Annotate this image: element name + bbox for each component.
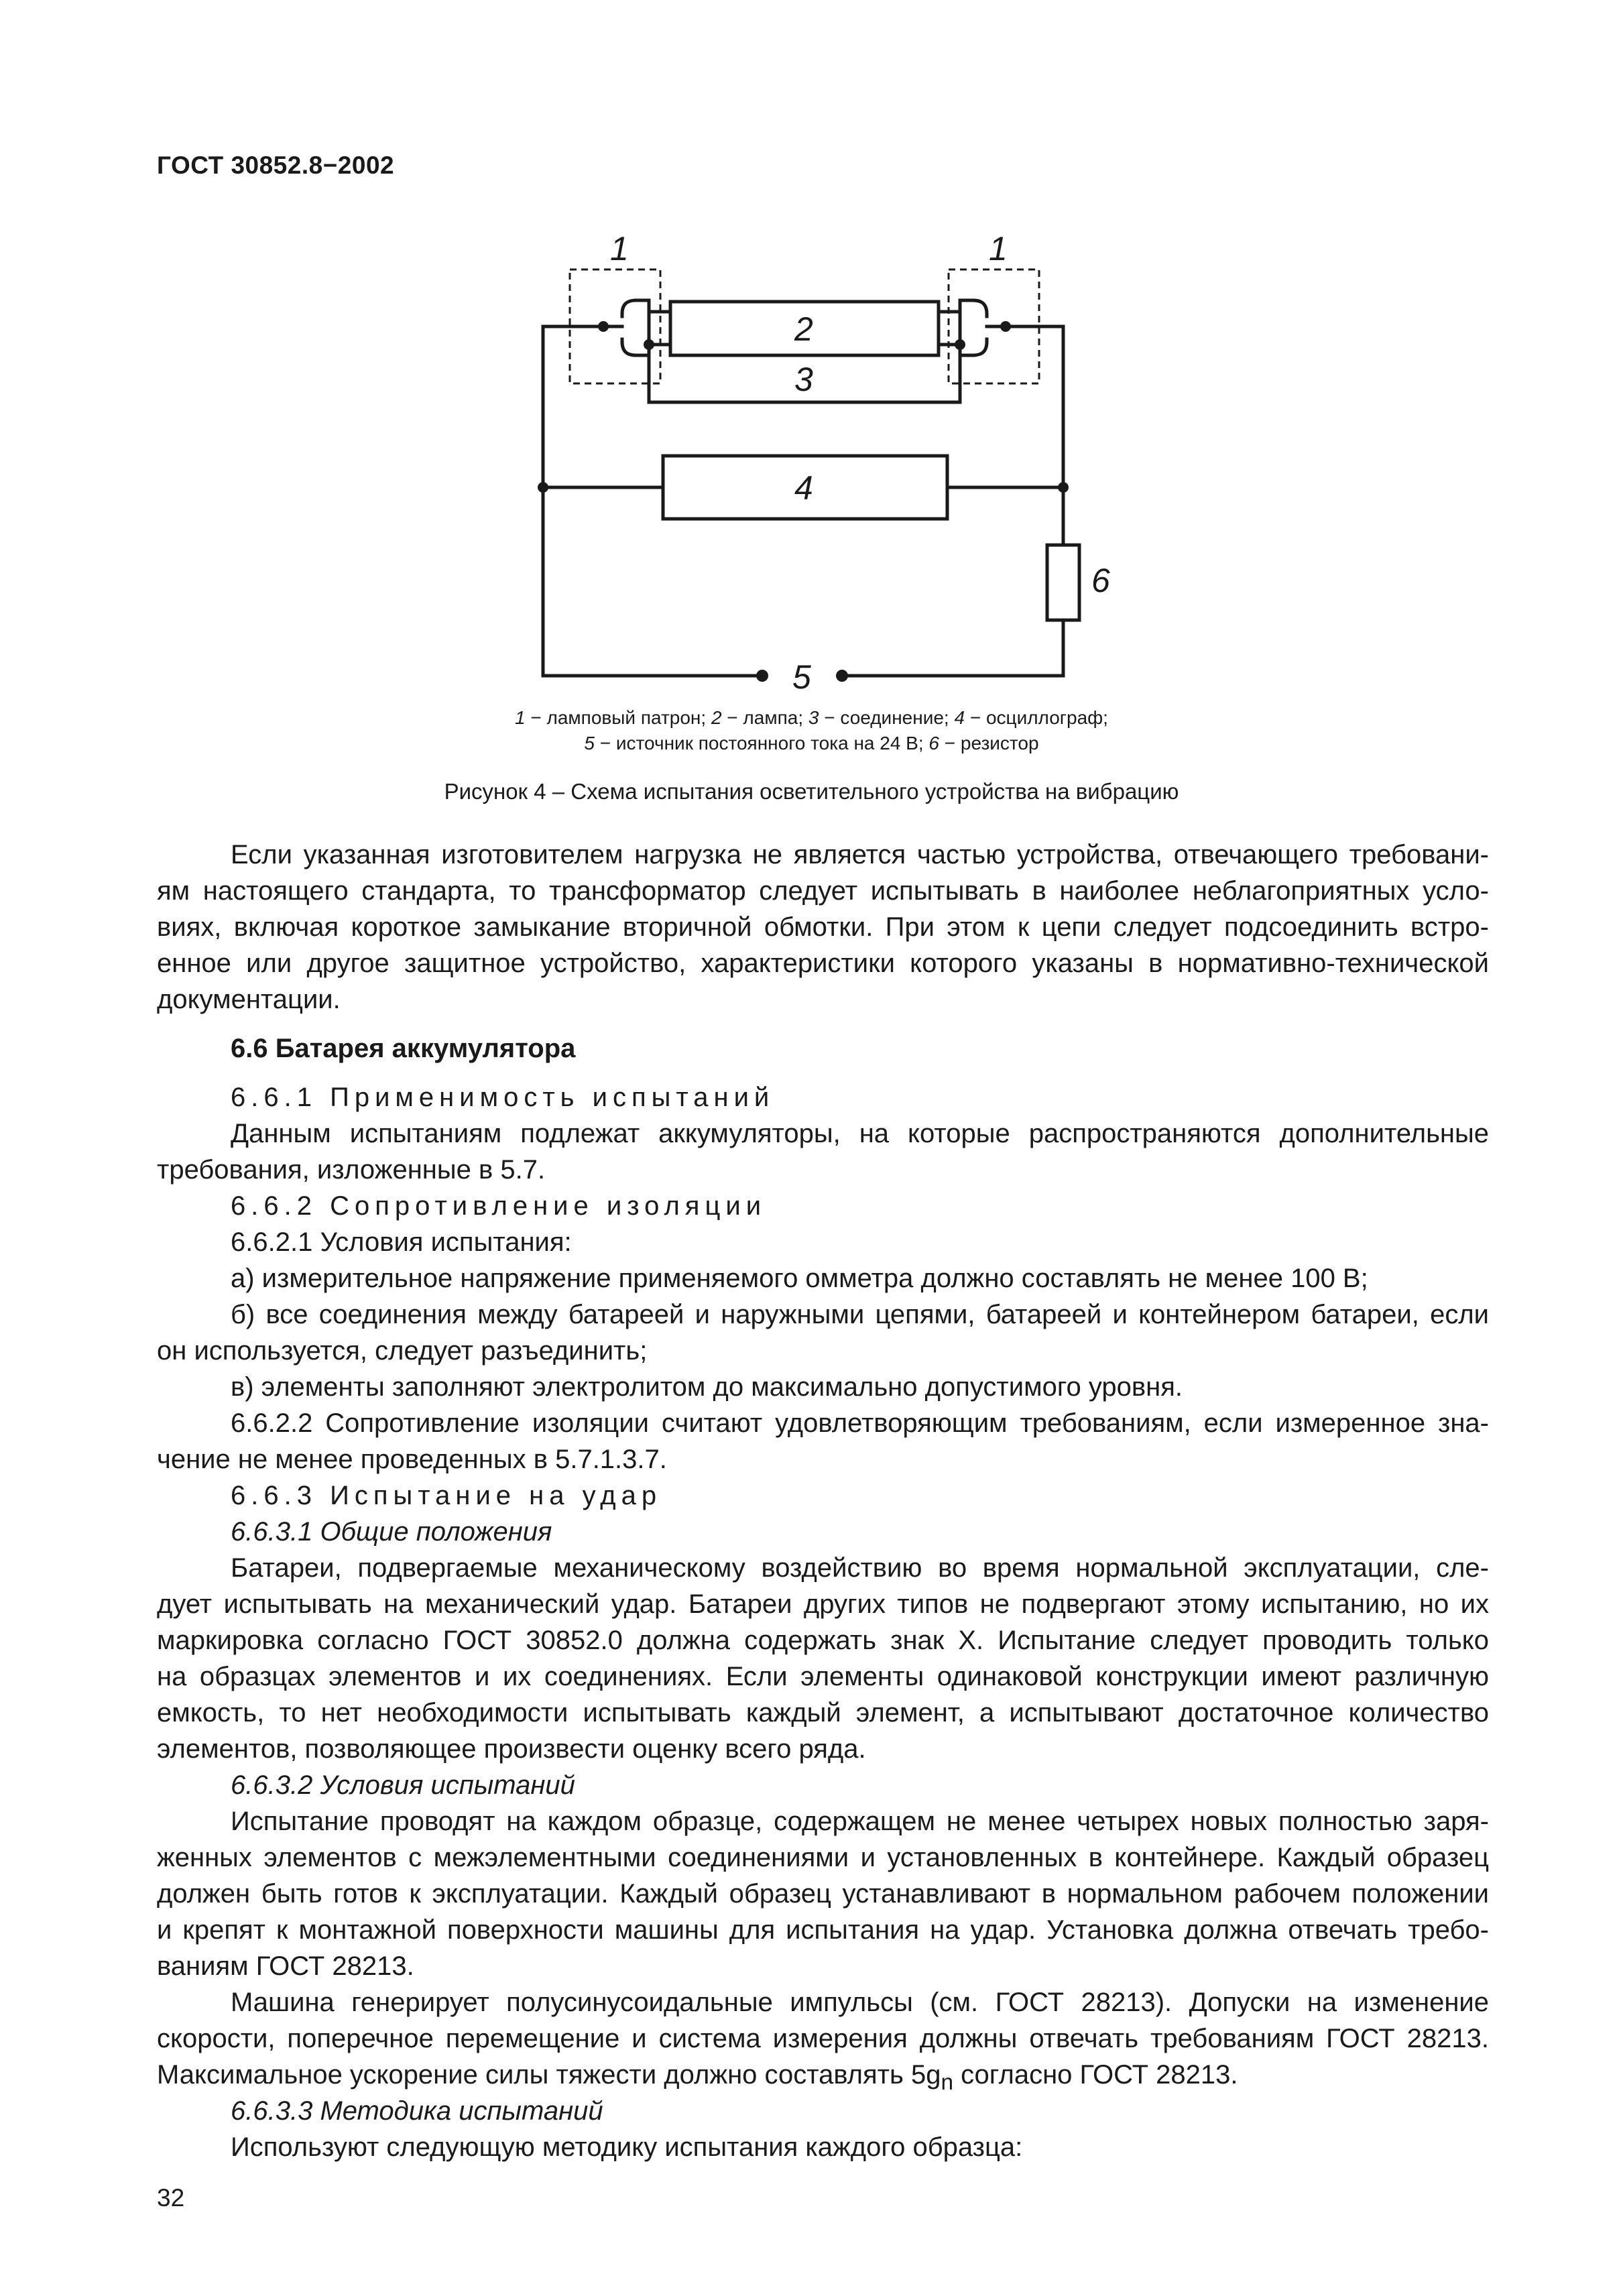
socket-left-contact-bottom: [622, 339, 636, 355]
paragraph-line: Батареи, подвергаемые механическому воздействию во время нормальной эксплуатации, сле-: [231, 1553, 1489, 1583]
list-item-b-cont: он используется, следует разъединить;: [157, 1336, 648, 1366]
paragraph-line: требования, изложенные в 5.7.: [157, 1155, 546, 1185]
label-oscillograph: 4: [794, 469, 813, 507]
text-span: Максимальное ускорение силы тяжести должно составлять 5g: [157, 2060, 941, 2090]
list-item-c: в) элементы заполняют электролитом до максимально допустимого уровня.: [231, 1372, 1183, 1402]
paragraph-line: емкость, то нет необходимости испытывать каждый элемент, а испытывают достаточное количество: [157, 1698, 1489, 1728]
subsubsection-heading-6-6-3-2: 6.6.3.2 Условия испытаний: [231, 1770, 575, 1800]
circuit-diagram-svg: [469, 221, 1153, 731]
page-number: 32: [157, 2184, 185, 2212]
legend-text: − осциллограф;: [965, 707, 1108, 728]
junction-dot: [1000, 321, 1011, 332]
paragraph-line: элементов, позволяющее произвести оценку всего ряда.: [157, 1734, 866, 1764]
figure-caption: Рисунок 4 – Схема испытания осветительного устройства на вибрацию: [444, 779, 1179, 804]
figure-legend-line-1: [0, 707, 1623, 729]
paragraph-line: ваниям ГОСТ 28213.: [157, 1951, 414, 1981]
junction-dot: [955, 339, 965, 350]
paragraph-line: Машина генерирует полусинусоидальные импульсы (см. ГОСТ 28213). Допуски на изменение: [231, 1988, 1489, 2017]
source-terminal: [756, 670, 768, 682]
socket-left-contact-top: [622, 300, 636, 316]
legend-num: 4: [954, 707, 965, 728]
paragraph-line: ям настоящего стандарта, то трансформатор следует испытывать в наиболее неблагоприятных усло-: [157, 876, 1489, 906]
paragraph-line: и крепят к монтажной поверхности машины для испытания на удар. Установка должна отвечать требо-: [157, 1915, 1489, 1945]
list-item-b: б) все соединения между батареей и наружными цепями, батареей и контейнером батареи, если: [231, 1300, 1489, 1329]
socket-right-contact-bottom: [973, 339, 987, 355]
socket-right-contact-top: [973, 300, 987, 316]
legend-text: − лампа;: [721, 707, 808, 728]
paragraph-line: енное или другое защитное устройство, характеристики которого указаны в нормативно-технической: [157, 949, 1489, 978]
legend-num: 2: [711, 707, 722, 728]
figure-legend-line-2: [0, 733, 1623, 754]
subsection-heading-6-6-1: 6.6.1 Применимость испытаний: [231, 1083, 775, 1112]
junction-dot: [538, 482, 548, 493]
paragraph-line: чение не менее проведенных в 5.7.1.3.7.: [157, 1445, 667, 1474]
legend-num: 3: [808, 707, 819, 728]
paragraph-line: на образцах элементов и их соединениях. Если элементы одинаковой конструкции имеют различную: [157, 1662, 1489, 1691]
paragraph-line: Если указанная изготовителем нагрузка не является частью устройства, отвечающего требовани-: [231, 840, 1489, 869]
paragraph-line: 6.6.2.1 Условия испытания:: [231, 1227, 572, 1257]
text-span: согласно ГОСТ 28213.: [953, 2060, 1238, 2090]
paragraph-line: документации.: [157, 985, 341, 1014]
paragraph-line: маркировка согласно ГОСТ 30852.0 должна содержать знак Х. Испытание следует проводить только: [157, 1626, 1489, 1655]
source-terminal: [836, 670, 848, 682]
label-resistor: 6: [1091, 562, 1110, 599]
legend-text: − соединение;: [819, 707, 955, 728]
subscript: n: [941, 2070, 953, 2095]
paragraph-line: Используют следующую методику испытания каждого образца:: [231, 2132, 1023, 2162]
paragraph-line: дует испытывать на механический удар. Батареи других типов не подвергают этому испытанию, но их: [157, 1589, 1489, 1619]
label-socket-right: 1: [989, 230, 1008, 267]
junction-dot: [644, 339, 654, 350]
paragraph-line: женных элементов с межэлементными соединениями и установленных в контейнере. Каждый образец: [157, 1843, 1489, 1872]
paragraph-line: Данным испытаниям подлежат аккумуляторы, на которые распространяются дополнительные: [231, 1119, 1489, 1148]
section-heading-6-6: 6.6 Батарея аккумулятора: [231, 1034, 576, 1063]
label-connection: 3: [794, 361, 813, 398]
document-header: ГОСТ 30852.8−2002: [157, 152, 395, 179]
paragraph-line: виях, включая короткое замыкание вторичной обмотки. При этом к цепи следует подсоединить встро-: [157, 912, 1489, 942]
paragraph-line: должен быть готов к эксплуатации. Каждый образец устанавливают в нормальном рабочем положении: [157, 1879, 1489, 1909]
list-item-a: а) измерительное напряжение применяемого омметра должно составлять не менее 100 В;: [231, 1264, 1368, 1293]
label-lamp: 2: [794, 310, 813, 348]
label-socket-left: 1: [610, 230, 629, 267]
label-source: 5: [792, 658, 811, 696]
legend-text: − ламповый патрон;: [525, 707, 711, 728]
legend-text: − резистор: [939, 733, 1039, 753]
legend-num: 1: [515, 707, 526, 728]
paragraph-line: 6.6.2.2 Сопротивление изоляции считают удовлетворяющим требованиям, если измеренное зна-: [231, 1408, 1489, 1438]
subsection-heading-6-6-3: 6.6.3 Испытание на удар: [231, 1481, 662, 1510]
resistor-rect: [1047, 545, 1079, 620]
paragraph-line: Испытание проводят на каждом образце, содержащем не менее четырех новых полностью заря-: [231, 1807, 1489, 1836]
junction-dot: [1058, 482, 1069, 493]
legend-num: 6: [928, 733, 939, 753]
legend-text: − источник постоянного тока на 24 В;: [594, 733, 929, 753]
subsubsection-heading-6-6-3-3: 6.6.3.3 Методика испытаний: [231, 2096, 603, 2126]
circuit-diagram: [469, 221, 1153, 731]
subsection-heading-6-6-2: 6.6.2 Сопротивление изоляции: [231, 1191, 767, 1221]
junction-dot: [598, 321, 609, 332]
subsubsection-heading-6-6-3-1: 6.6.3.1 Общие положения: [231, 1517, 552, 1547]
legend-num: 5: [584, 733, 595, 753]
paragraph-line: скорости, поперечное перемещение и система измерения должны отвечать требованиям ГОСТ 28213.: [157, 2024, 1489, 2053]
